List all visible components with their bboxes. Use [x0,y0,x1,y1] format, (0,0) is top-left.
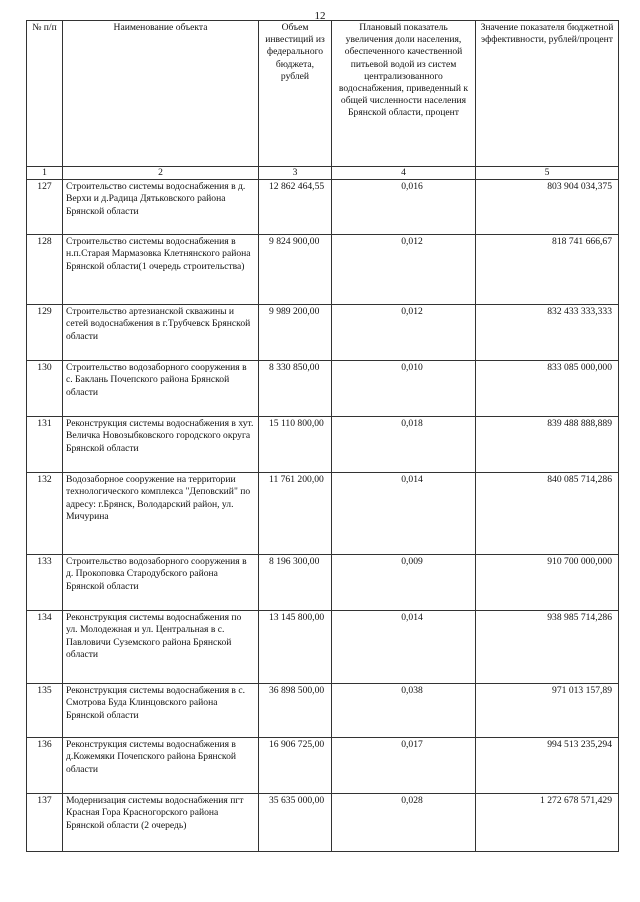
row-number: 127 [27,180,63,235]
object-name: Реконструкция системы водоснабжения в с. Смотрова Буда Клинцовского района Брянской области [63,684,259,738]
indicator-value: 0,028 [332,794,476,852]
efficiency-value: 839 488 888,889 [476,417,619,473]
investment-value: 16 906 725,00 [259,738,332,794]
page-number: 12 [314,10,326,22]
efficiency-value: 1 272 678 571,429 [476,794,619,852]
header-efficiency: Значение показателя бюджетной эффективности, рублей/процент [476,21,619,167]
object-name: Строительство системы водоснабжения в д. Верхи и д.Радица Дятьковского района Брянской области [63,180,259,235]
investment-value: 9 824 900,00 [259,235,332,305]
object-name: Строительство водозаборного сооружения в с. Баклань Почепского района Брянской области [63,361,259,417]
column-number: 2 [63,167,259,180]
object-name: Строительство системы водоснабжения в н.п.Старая Мармазовка Клетнянского района Брянской области(1 очередь строительства) [63,235,259,305]
header-object-name: Наименование объекта [63,21,259,167]
row-number: 128 [27,235,63,305]
investment-value: 36 898 500,00 [259,684,332,738]
header-indicator: Плановый показатель увеличения доли населения, обеспеченного качественной питьевой водой из систем централизованного водоснабжения, приведенный к общей численности населения Брянской области, процент [332,21,476,167]
efficiency-value: 840 085 714,286 [476,473,619,555]
indicator-value: 0,038 [332,684,476,738]
table-row [27,684,619,738]
table-row [27,180,619,235]
row-number: 130 [27,361,63,417]
table-row [27,555,619,611]
table-row [27,473,619,555]
investment-value: 8 196 300,00 [259,555,332,611]
object-name: Модернизация системы водоснабжения пгт Красная Гора Красногорского района Брянской области (2 очередь) [63,794,259,852]
efficiency-value: 938 985 714,286 [476,611,619,684]
investment-value: 12 862 464,55 [259,180,332,235]
investment-table [26,20,619,852]
object-name: Строительство артезианской скважины и сетей водоснабжения в г.Трубчевск Брянской области [63,305,259,361]
column-number-row [27,167,619,180]
indicator-value: 0,010 [332,361,476,417]
indicator-value: 0,012 [332,305,476,361]
column-number: 1 [27,167,63,180]
indicator-value: 0,016 [332,180,476,235]
table-row [27,794,619,852]
object-name: Реконструкция системы водоснабжения по ул. Молодежная и ул. Центральная в с. Павловичи Суземского района Брянской области [63,611,259,684]
row-number: 135 [27,684,63,738]
investment-value: 9 989 200,00 [259,305,332,361]
column-number: 3 [259,167,332,180]
efficiency-value: 833 085 000,000 [476,361,619,417]
indicator-value: 0,014 [332,611,476,684]
efficiency-value: 971 013 157,89 [476,684,619,738]
object-name: Реконструкция системы водоснабжения в д.Кожемяки Почепского района Брянской области [63,738,259,794]
investment-value: 13 145 800,00 [259,611,332,684]
investment-value: 11 761 200,00 [259,473,332,555]
row-number: 132 [27,473,63,555]
investment-value: 8 330 850,00 [259,361,332,417]
investment-value: 15 110 800,00 [259,417,332,473]
row-number: 137 [27,794,63,852]
efficiency-value: 994 513 235,294 [476,738,619,794]
table-row [27,611,619,684]
table-row [27,235,619,305]
row-number: 133 [27,555,63,611]
efficiency-value: 832 433 333,333 [476,305,619,361]
investment-value: 35 635 000,00 [259,794,332,852]
column-number: 5 [476,167,619,180]
row-number: 134 [27,611,63,684]
efficiency-value: 910 700 000,000 [476,555,619,611]
table-row [27,305,619,361]
efficiency-value: 818 741 666,67 [476,235,619,305]
object-name: Строительство водозаборного сооружения в д. Прокоповка Стародубского района Брянской области [63,555,259,611]
indicator-value: 0,017 [332,738,476,794]
table-row [27,738,619,794]
row-number: 129 [27,305,63,361]
indicator-value: 0,018 [332,417,476,473]
efficiency-value: 803 904 034,375 [476,180,619,235]
table-row [27,361,619,417]
indicator-value: 0,012 [332,235,476,305]
table-row [27,417,619,473]
header-row [27,21,619,167]
indicator-value: 0,014 [332,473,476,555]
row-number: 136 [27,738,63,794]
row-number: 131 [27,417,63,473]
indicator-value: 0,009 [332,555,476,611]
object-name: Реконструкция системы водоснабжения в хут. Величка Новозыбковского городского округа Брянской области [63,417,259,473]
header-investment: Объем инвестиций из федерального бюджета, рублей [259,21,332,167]
header-number: № п/п [27,21,63,167]
object-name: Водозаборное сооружение на территории технологического комплекса "Деповский" по адресу: г.Брянск, Володарский район, ул. Мичурина [63,473,259,555]
column-number: 4 [332,167,476,180]
